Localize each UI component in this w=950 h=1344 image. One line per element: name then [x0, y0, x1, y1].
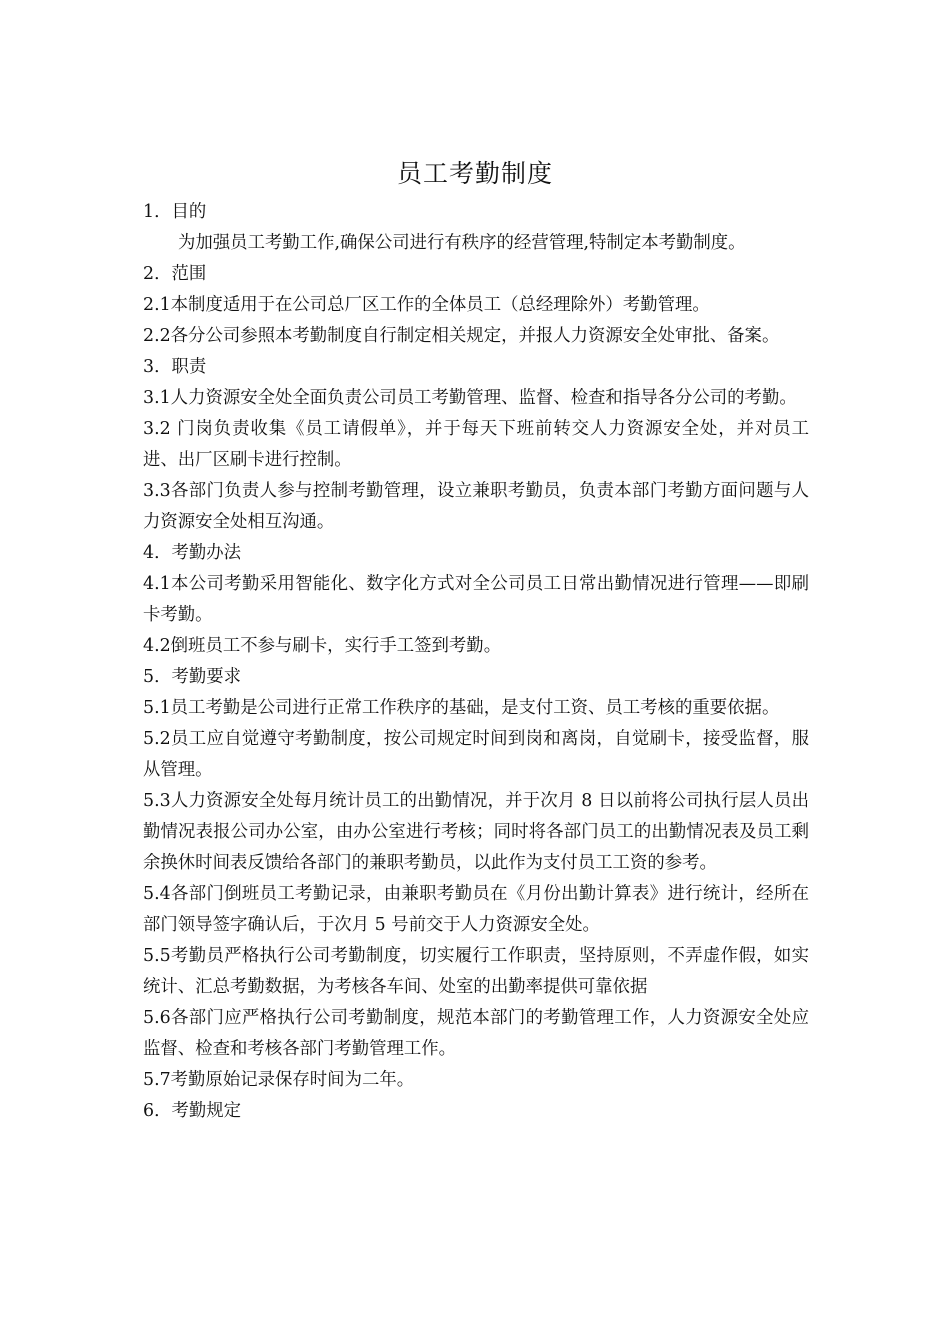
- section-heading: 6．考勤规定: [143, 1101, 242, 1121]
- paragraph: 4.1本公司考勤采用智能化、数字化方式对全公司员工日常出勤情况进行管理——即刷卡考勤。: [143, 574, 809, 625]
- paragraph: 5.7考勤原始记录保存时间为二年。: [143, 1070, 415, 1090]
- document-title: 员工考勤制度: [396, 159, 553, 188]
- section-heading: 2．范围: [143, 264, 207, 284]
- section-heading: 1．目的: [143, 202, 207, 222]
- section-heading: 4．考勤办法: [143, 543, 242, 563]
- paragraph: 2.1本制度适用于在公司总厂区工作的全体员工（总经理除外）考勤管理。: [143, 295, 710, 315]
- paragraph: 2.2各分公司参照本考勤制度自行制定相关规定，并报人力资源安全处审批、备案。: [143, 326, 780, 346]
- paragraph: 5.3人力资源安全处每月统计员工的出勤情况，并于次月 8 日以前将公司执行层人员出勤情况表报公司办公室，由办公室进行考核；同时将各部门员工的出勤情况表及员工剩余换休时间表反馈给各部门的兼职考勤员，以此作为支付员工工资的参考。: [143, 791, 809, 873]
- paragraph: 5.4各部门倒班员工考勤记录，由兼职考勤员在《月份出勤计算表》进行统计，经所在部门领导签字确认后，于次月 5 号前交于人力资源安全处。: [143, 884, 809, 935]
- paragraph: 3.2 门岗负责收集《员工请假单》，并于每天下班前转交人力资源安全处，并对员工进、出厂区刷卡进行控制。: [143, 419, 809, 470]
- section-heading: 3．职责: [143, 357, 207, 377]
- paragraph: 5.1员工考勤是公司进行正常工作秩序的基础，是支付工资、员工考核的重要依据。: [143, 698, 780, 718]
- paragraph: 为加强员工考勤工作,确保公司进行有秩序的经营管理,特制定本考勤制度。: [178, 233, 746, 253]
- paragraph: 5.5考勤员严格执行公司考勤制度，切实履行工作职责，坚持原则，不弄虚作假，如实统计、汇总考勤数据，为考核各车间、处室的出勤率提供可靠依据: [143, 946, 809, 997]
- paragraph: 5.6各部门应严格执行公司考勤制度，规范本部门的考勤管理工作，人力资源安全处应监督、检查和考核各部门考勤管理工作。: [143, 1008, 809, 1059]
- paragraph: 3.3各部门负责人参与控制考勤管理，设立兼职考勤员，负责本部门考勤方面问题与人力资源安全处相互沟通。: [143, 481, 809, 532]
- document-body: [143, 197, 809, 1127]
- section-heading: 5．考勤要求: [143, 667, 242, 687]
- paragraph: 3.1人力资源安全处全面负责公司员工考勤管理、监督、检查和指导各分公司的考勤。: [143, 388, 797, 408]
- paragraph: 4.2倒班员工不参与刷卡，实行手工签到考勤。: [143, 636, 502, 656]
- paragraph: 5.2员工应自觉遵守考勤制度，按公司规定时间到岗和离岗，自觉刷卡，接受监督，服从管理。: [143, 729, 809, 780]
